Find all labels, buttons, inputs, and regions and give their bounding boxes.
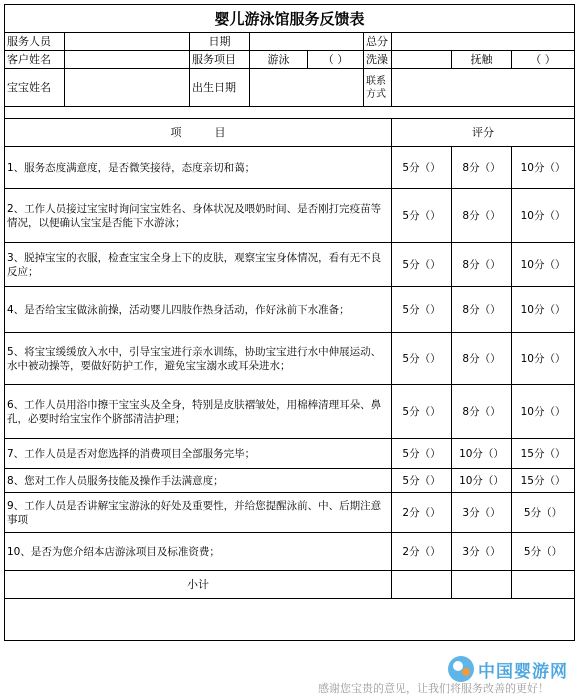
feedback-row xyxy=(5,439,575,469)
spacer-row xyxy=(5,107,575,119)
feedback-item-text: 5、将宝宝缓缓放入水中，引导宝宝进行亲水训练，协助宝宝进行水中伸展运动、水中被动操等，要做好防护工作，避免宝宝溺水或耳朵进水； xyxy=(5,333,392,385)
date-value[interactable] xyxy=(250,33,364,51)
swim-option-label: 游泳 xyxy=(250,51,308,69)
score-option-high[interactable]: 15分（） xyxy=(512,439,575,469)
score-option-high[interactable]: 5分（） xyxy=(512,493,575,533)
score-option-mid[interactable]: 8分（） xyxy=(452,189,512,243)
subtotal-high[interactable] xyxy=(512,571,575,599)
feedback-item-text: 4、是否给宝宝做泳前操，活动婴儿四肢作热身活动，作好泳前下水准备； xyxy=(5,287,392,333)
feedback-item-text: 8、您对工作人员服务技能及操作手法满意度； xyxy=(5,469,392,493)
feedback-item-text: 3、脱掉宝宝的衣服，检查宝宝全身上下的皮肤，观察宝宝身体情况，看有无不良反应； xyxy=(5,243,392,287)
score-option-mid[interactable]: 3分（） xyxy=(452,493,512,533)
score-option-high[interactable]: 10分（） xyxy=(512,147,575,189)
birth-date-label: 出生日期 xyxy=(190,69,250,107)
feedback-row xyxy=(5,147,575,189)
feedback-form-sheet xyxy=(4,4,574,641)
feedback-item-text: 6、工作人员用浴巾擦干宝宝头及全身，特别是皮肤褶皱处，用棉棒清理耳朵、鼻孔，必要时给宝宝作个脐部清洁护理； xyxy=(5,385,392,439)
score-option-low[interactable]: 2分（） xyxy=(392,533,452,571)
score-option-high[interactable]: 10分（） xyxy=(512,333,575,385)
customer-value[interactable] xyxy=(65,51,190,69)
touch-option-check[interactable]: （ ） xyxy=(512,51,575,69)
feedback-row xyxy=(5,493,575,533)
score-option-high[interactable]: 10分（） xyxy=(512,243,575,287)
touch-option-label: 抚触 xyxy=(452,51,512,69)
score-option-mid[interactable]: 3分（） xyxy=(452,533,512,571)
feedback-item-text: 1、服务态度满意度，是否微笑接待，态度亲切和蔼； xyxy=(5,147,392,189)
score-option-low[interactable]: 5分（） xyxy=(392,439,452,469)
bath-option-check[interactable] xyxy=(392,51,452,69)
baby-name-label: 宝宝姓名 xyxy=(5,69,65,107)
feedback-row xyxy=(5,533,575,571)
form-title: 婴儿游泳馆服务反馈表 xyxy=(5,5,575,33)
feedback-row xyxy=(5,333,575,385)
birth-date-value[interactable] xyxy=(250,69,364,107)
score-option-mid[interactable]: 8分（） xyxy=(452,243,512,287)
feedback-item-text: 10、是否为您介绍本店游泳项目及标准资费； xyxy=(5,533,392,571)
score-option-low[interactable]: 5分（） xyxy=(392,385,452,439)
logo-text: 中国婴游网 xyxy=(478,661,568,682)
date-label: 日期 xyxy=(190,33,250,51)
service-item-label: 服务项目 xyxy=(190,51,250,69)
score-column-header: 评分 xyxy=(392,119,575,147)
thanks-note: 感谢您宝贵的意见，让我们将服务改善的更好！ xyxy=(318,682,549,695)
score-option-low[interactable]: 5分（） xyxy=(392,147,452,189)
swim-option-check[interactable]: （ ） xyxy=(308,51,364,69)
score-option-low[interactable]: 5分（） xyxy=(392,333,452,385)
total-label: 总分 xyxy=(364,33,392,51)
bottom-blank-row xyxy=(5,599,575,641)
feedback-row xyxy=(5,385,575,439)
baby-swim-logo-icon xyxy=(448,656,474,682)
feedback-item-text: 9、工作人员是否讲解宝宝游泳的好处及重要性，并给您提醒泳前、中、后期注意事项 xyxy=(5,493,392,533)
feedback-row xyxy=(5,243,575,287)
score-option-mid[interactable]: 8分（） xyxy=(452,147,512,189)
feedback-item-text: 7、工作人员是否对您选择的消费项目全部服务完毕； xyxy=(5,439,392,469)
subtotal-low[interactable] xyxy=(392,571,452,599)
item-column-header: 项 目 xyxy=(5,119,392,147)
feedback-item-text: 2、工作人员接过宝宝时询问宝宝姓名、身体状况及喂奶时间、是否刚打完疫苗等情况，以便确认宝宝是否能下水游泳； xyxy=(5,189,392,243)
subtotal-mid[interactable] xyxy=(452,571,512,599)
baby-name-value[interactable] xyxy=(65,69,190,107)
feedback-row xyxy=(5,469,575,493)
staff-label: 服务人员 xyxy=(5,33,65,51)
score-option-mid[interactable]: 8分（） xyxy=(452,287,512,333)
score-option-low[interactable]: 5分（） xyxy=(392,287,452,333)
customer-label: 客户姓名 xyxy=(5,51,65,69)
score-option-high[interactable]: 15分（） xyxy=(512,469,575,493)
feedback-row xyxy=(5,189,575,243)
score-option-high[interactable]: 10分（） xyxy=(512,189,575,243)
contact-label: 联系方式 xyxy=(364,69,392,107)
score-option-mid[interactable]: 8分（） xyxy=(452,333,512,385)
total-value[interactable] xyxy=(392,33,575,51)
subtotal-label: 小计 xyxy=(5,571,392,599)
staff-value[interactable] xyxy=(65,33,190,51)
contact-value[interactable] xyxy=(392,69,575,107)
score-option-high[interactable]: 5分（） xyxy=(512,533,575,571)
feedback-row xyxy=(5,287,575,333)
score-option-low[interactable]: 5分（） xyxy=(392,189,452,243)
bath-option-label: 洗澡 xyxy=(364,51,392,69)
site-logo xyxy=(448,656,568,682)
score-option-high[interactable]: 10分（） xyxy=(512,385,575,439)
score-option-mid[interactable]: 10分（） xyxy=(452,469,512,493)
score-option-low[interactable]: 5分（） xyxy=(392,469,452,493)
score-option-low[interactable]: 2分（） xyxy=(392,493,452,533)
score-option-mid[interactable]: 8分（） xyxy=(452,385,512,439)
score-option-high[interactable]: 10分（） xyxy=(512,287,575,333)
score-option-mid[interactable]: 10分（） xyxy=(452,439,512,469)
feedback-form-table xyxy=(4,4,575,641)
score-option-low[interactable]: 5分（） xyxy=(392,243,452,287)
